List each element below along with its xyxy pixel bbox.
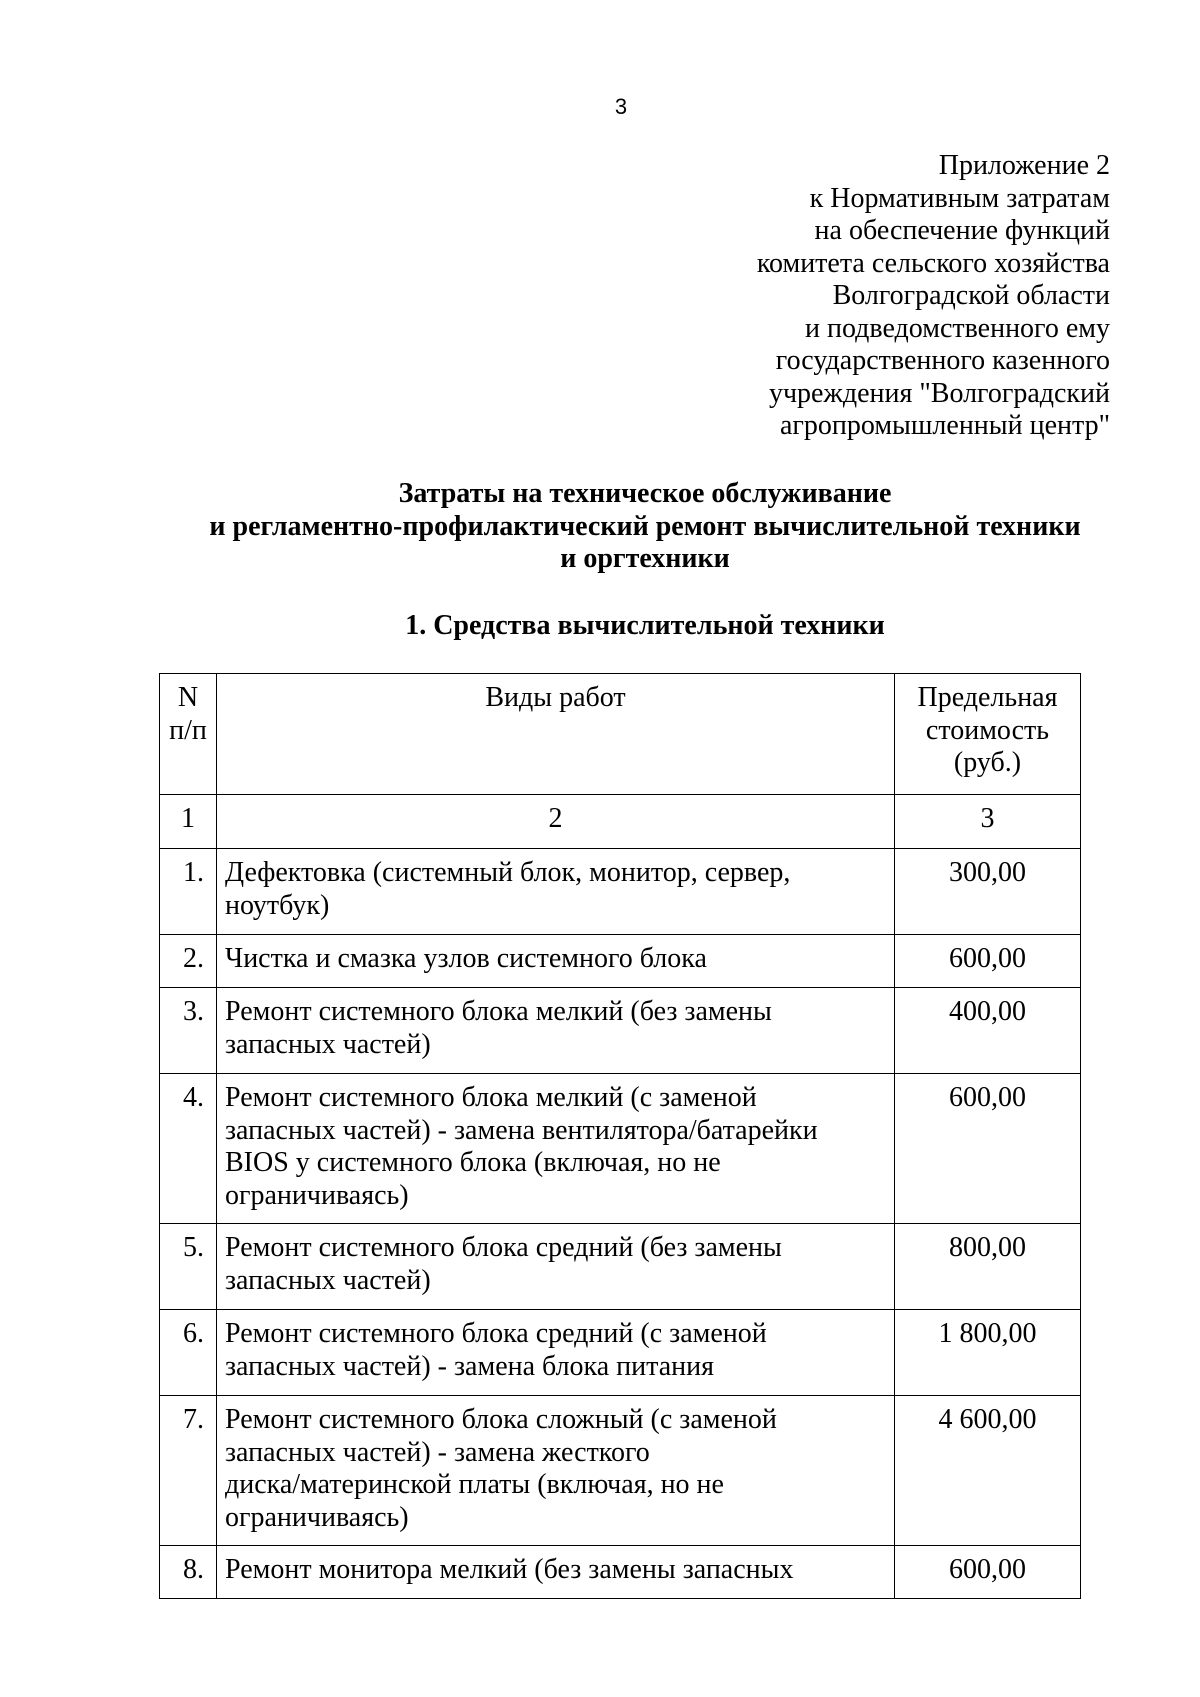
header-number-line: п/п [169,714,207,746]
title-line: и регламентно-профилактический ремонт вычислительной техники [209,510,1081,542]
costs-table [159,673,1081,1599]
annex-line: и подведомственного ему [804,312,1110,344]
annex-line: Приложение 2 [938,150,1110,181]
row-price: 600,00 [895,1546,1081,1599]
row-number: 2. [160,935,217,988]
row-work [217,1396,895,1546]
row-work-line: ограничиваясь) [225,1501,409,1533]
row-work-line: Ремонт системного блока средний (без замены [225,1232,782,1263]
column-index: 2 [217,795,895,849]
title-line: и оргтехники [560,543,730,574]
row-price: 300,00 [895,849,1081,935]
annex-header [550,150,1110,443]
header-cost-line: стоимость [925,714,1050,746]
table-row [160,849,1081,935]
column-index-row [160,795,1081,849]
row-work-line: ноутбук) [225,889,330,921]
title-line: Затраты на техническое обслуживание [398,478,892,509]
row-work-line: Ремонт системного блока сложный (с заменой [225,1404,777,1435]
row-work-line: Ремонт системного блока мелкий (с заменой [225,1082,757,1113]
annex-line: Волгоградской области [832,280,1110,311]
page-number: 3 [614,94,628,119]
table-row [160,1074,1081,1224]
annex-line: агропромышленный центр" [779,410,1110,441]
row-price: 400,00 [895,988,1081,1074]
row-work [217,1074,895,1224]
row-work-line: диска/материнской платы (включая, но не [225,1469,724,1500]
table-header-row [160,674,1081,795]
document-title [100,478,1190,576]
row-work [217,988,895,1074]
row-work-line: Ремонт системного блока средний (с заменой [225,1318,767,1349]
row-work [217,1224,895,1310]
row-number: 1. [160,849,217,935]
row-price: 1 800,00 [895,1310,1081,1396]
table-row [160,935,1081,988]
row-work-line: запасных частей) - замена жесткого [225,1436,650,1468]
row-number: 3. [160,988,217,1074]
table-row [160,1396,1081,1546]
row-work-line: Чистка и смазка узлов системного блока [225,943,707,974]
annex-line: на обеспечение функций [814,215,1110,246]
annex-line: государственного казенного [775,345,1110,376]
header-cost-line: (руб.) [953,747,1022,778]
header-work-types: Виды работ [217,674,895,795]
table-row [160,1310,1081,1396]
row-work-line: запасных частей) - замена вентилятора/батарейки [225,1114,818,1146]
row-work-line: запасных частей) [225,1264,431,1296]
annex-line: комитета сельского хозяйства [756,247,1110,279]
row-number: 5. [160,1224,217,1310]
table-row [160,1546,1081,1599]
row-number: 6. [160,1310,217,1396]
row-work-line: BIOS у системного блока (включая, но не [225,1147,721,1178]
row-work [217,1546,895,1599]
column-index: 3 [895,795,1081,849]
section-title: 1. Средства вычислительной техники [405,610,885,641]
row-work [217,1310,895,1396]
annex-line: учреждения "Волгоградский [768,377,1110,409]
row-work-line: Ремонт системного блока мелкий (без замены [225,996,772,1027]
header-number [160,674,217,795]
row-work-line: запасных частей) - замена блока питания [225,1350,714,1382]
annex-line: к Нормативным затратам [809,182,1110,214]
row-work [217,849,895,935]
row-work [217,935,895,988]
row-price: 600,00 [895,935,1081,988]
table-row [160,988,1081,1074]
column-index: 1 [160,795,217,849]
row-price: 600,00 [895,1074,1081,1224]
row-number: 7. [160,1396,217,1546]
table-row [160,1224,1081,1310]
header-number-line: N [177,682,199,713]
row-price: 4 600,00 [895,1396,1081,1546]
row-number: 8. [160,1546,217,1599]
row-number: 4. [160,1074,217,1224]
row-work-line: ограничиваясь) [225,1179,409,1211]
row-work-line: Дефектовка (системный блок, монитор, сервер, [225,857,791,888]
header-cost-line: Предельная [917,682,1058,713]
row-work-line: Ремонт монитора мелкий (без замены запасных [225,1554,794,1585]
row-work-line: запасных частей) [225,1028,431,1060]
header-max-cost [895,674,1081,795]
row-price: 800,00 [895,1224,1081,1310]
